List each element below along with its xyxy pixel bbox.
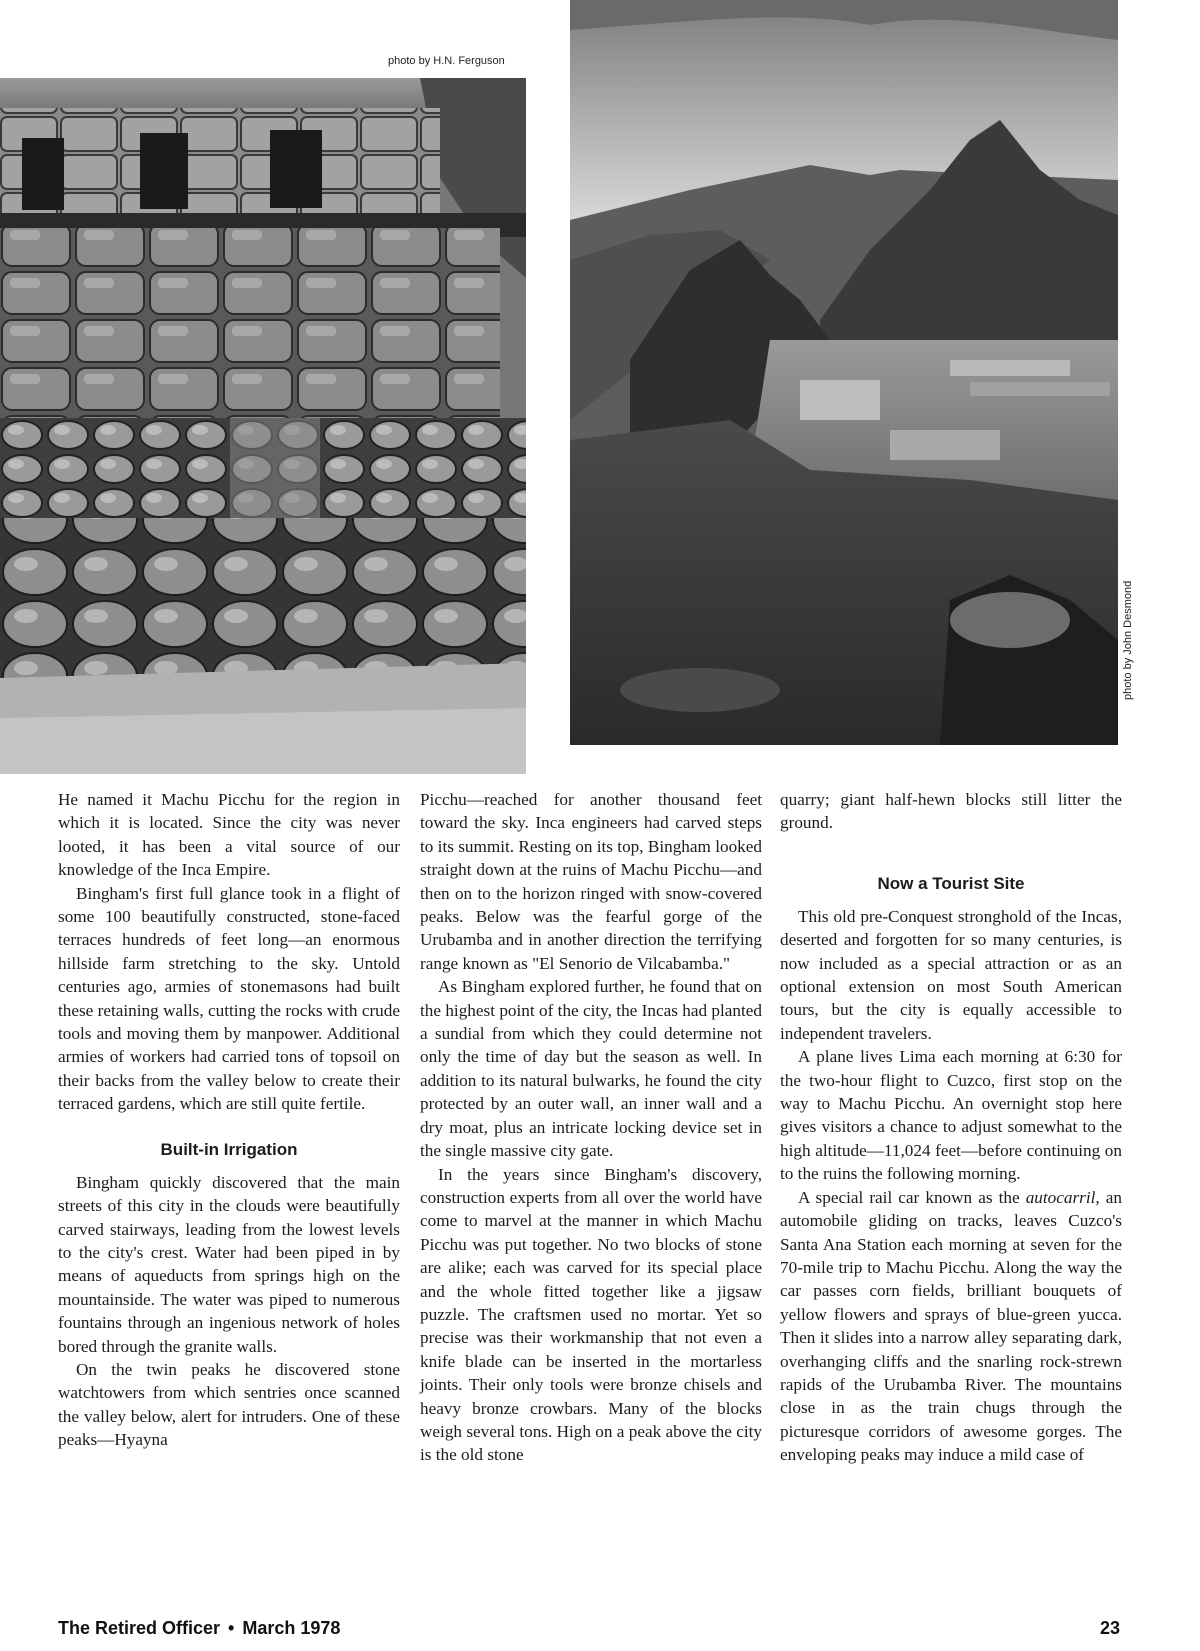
- paragraph: In the years since Bingham's discovery, construction experts from all over the world have come to marvel at the manner in which Machu Picchu was put together. No two blocks of stone are alike; each was carved for its special place and the whole fitted together like a jigsaw puzzle. The craftsmen used no mortar. Yet so precise was their workmanship that not even a knife blade can be inserted in the mortarless joints. Their only tools were bronze chisels and heavy bronze crowbars. Many of the blocks weigh several tons. High on a peak above the city is the old stone: [420, 1164, 762, 1465]
- paragraph: This old pre-Conquest stronghold of the Incas, deserted and forgotten for so many centuries, is now included as a special attraction or as an optional extension on most South American tours, but the city is equally accessible to independent travelers.: [780, 906, 1122, 1043]
- paragraph: On the twin peaks he discovered stone watchtowers from which sentries once scanned the valley below, alert for intruders. One of these peaks—Hyayna: [58, 1359, 400, 1450]
- paragraph: A plane lives Lima each morning at 6:30 for the two-hour flight to Cuzco, first stop on the way to Machu Picchu. An overnight stop here gives visitors a chance to adjust somewhat to the high altitude—11,024 feet—before continuing on to the ruins the following morning.: [780, 1047, 1122, 1184]
- bullet-separator: •: [228, 1618, 235, 1638]
- photo-credit-right: photo by John Desmond: [1122, 580, 1134, 700]
- autocarril-term: autocarril,: [1025, 1187, 1100, 1207]
- machu-picchu-photo: [570, 0, 1118, 745]
- article-column-1: [58, 788, 400, 1452]
- article-column-2: [420, 788, 762, 1467]
- paragraph-text: an automobile gliding on tracks, leaves Cuzco's Santa Ana Station each morning at seven for the 70-mile trip to Machu Picchu. Along the way the car passes corn fields, brilliant bouquets of yellow flowers and sprays of blue-green yucca. Then it slides into a narrow alley separating dark, overhanging cliffs and the snarling rock-strewn rapids of the Urubamba River. The mountains close in as the train chugs through the picturesque corridors of awesome gorges. The enveloping peaks may induce a mild case of: [780, 1187, 1122, 1465]
- section-heading: Built-in Irrigation: [160, 1139, 298, 1159]
- paragraph: As Bingham explored further, he found that on the highest point of the city, the Incas had planted a sundial from which they could determine not only the time of day but the season as well. In addition to its natural bulwarks, he found the city protected by an outer wall, an inner wall and a dry moat, plus an intricate locking device set in the single massive city gate.: [420, 977, 762, 1161]
- paragraph: He named it Machu Picchu for the region in which it is located. Since the city was never looted, it has been a vital source of our knowledge of the Inca Empire.: [58, 790, 400, 880]
- photo-credit-left: photo by H.N. Ferguson: [388, 55, 505, 67]
- paragraph: Bingham's first full glance took in a flight of some 100 beautifully constructed, stone-faced terraces hundreds of feet long—an enormous hillside farm stretching to the sky. Untold centuries ago, armies of stonemasons had built these retaining walls, cutting the rocks with crude tools and moving them by manpower. Additional armies of workers had carried tons of topsoil on their backs from the valley below to create their terraced gardens, which are still quite fertile.: [58, 883, 400, 1114]
- article-column-3: [780, 788, 1122, 1467]
- paragraph: Picchu—reached for another thousand feet toward the sky. Inca engineers had carved steps to its summit. Resting on its top, Bingham looked straight down at the ruins of Machu Picchu—and then on to the horizon ringed with snow-covered peaks. Below was the fearful gorge of the Urubamba and in another direction the terrifying range known as "El Senorio de Vilcabamba.": [420, 790, 762, 973]
- paragraph-text: A special rail car known as the: [798, 1187, 1026, 1207]
- page-number: 23: [1100, 1618, 1121, 1638]
- footer-publication: [58, 1618, 340, 1639]
- inca-stone-wall-photo: [0, 78, 526, 774]
- publication-name: The Retired Officer: [58, 1618, 221, 1638]
- section-heading: Now a Tourist Site: [877, 873, 1025, 893]
- paragraph: quarry; giant half-hewn blocks still litter the ground.: [780, 790, 1122, 833]
- issue-date: March 1978: [242, 1618, 341, 1638]
- paragraph: Bingham quickly discovered that the main streets of this city in the clouds were beautifully carved stairways, leading from the lowest levels to the city's crest. Water had been piped in by means of aqueducts from springs high on the mountainside. The water was piped to numerous fountains through an ingenious network of holes bored through the granite walls.: [58, 1172, 400, 1356]
- paragraph: [780, 1186, 1122, 1467]
